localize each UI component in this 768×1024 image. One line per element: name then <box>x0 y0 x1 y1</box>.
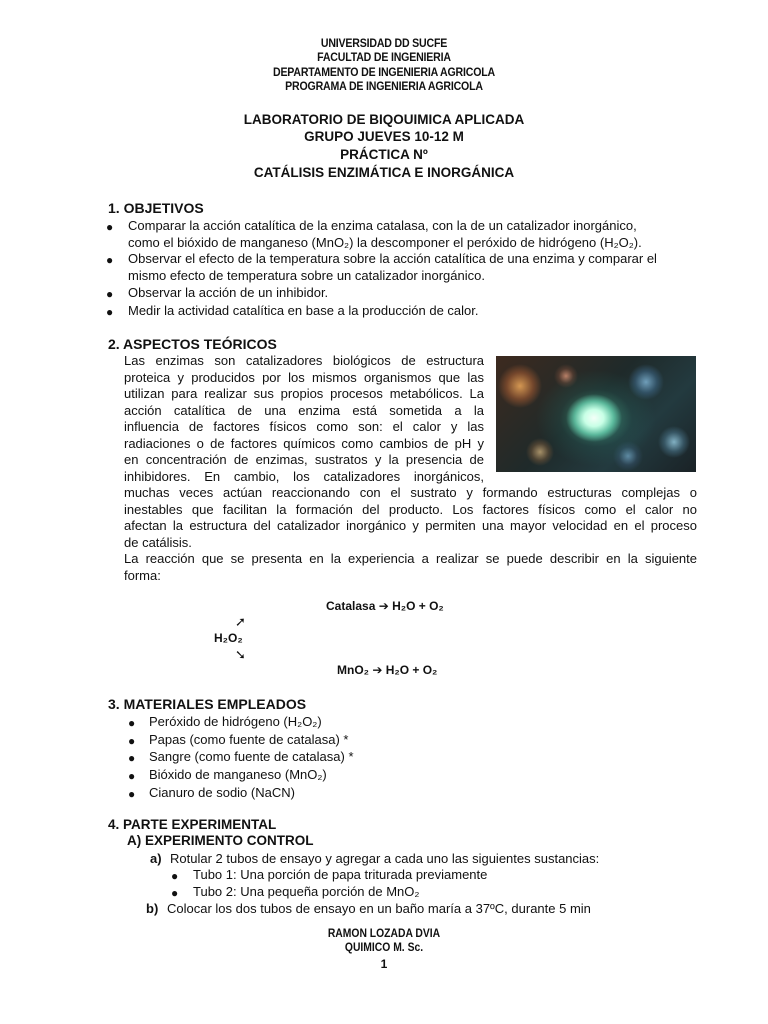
step-b-text: Colocar los dos tubos de ensayo en un baño maría a 37ºC, durante 5 min <box>167 901 591 916</box>
reaction-reactant: H₂O₂ <box>214 631 243 645</box>
material-item: Cianuro de sodio (NaCN) <box>149 785 295 800</box>
group-line: GRUPO JUEVES 10-12 M <box>304 129 464 144</box>
bullet-dot-icon: ● <box>128 769 136 783</box>
bullet-dot-icon: ● <box>128 751 136 765</box>
objective-item: Medir la actividad catalítica en base a la producción de calor. <box>128 303 479 318</box>
section-objetivos-heading: 1. OBJETIVOS <box>108 200 204 216</box>
arrow-up-right-icon: ➚ <box>235 614 246 629</box>
footer-degree: QUIMICO M. Sc. <box>344 942 424 954</box>
bullet-dot-icon: ● <box>106 253 114 267</box>
material-item: Peróxido de hidrógeno (H₂O₂) <box>149 714 322 729</box>
practice-title: CATÁLISIS ENZIMÁTICA E INORGÁNICA <box>253 165 515 180</box>
reaction-catalase: Catalasa ➔ H₂O + O₂ <box>326 599 444 613</box>
theory-paragraph-full: muchas veces actúan reaccionando con el sustrato y formando estructuras complejas o inestables que facilitan la formación del producto. Los factores físicos como el calor no afectan la estructura del catalizador inorgánico y permiten una mayor velocidad en el proceso de catálisis. La reacción que se presenta en la experiencia a realizar se puede describir en la siguiente forma: <box>124 485 697 583</box>
section-parte-heading: 4. PARTE EXPERIMENTAL <box>108 817 277 832</box>
bullet-dot-icon: ● <box>106 305 114 319</box>
step-a-label: a) <box>150 851 162 866</box>
enzyme-illustration-image <box>496 356 696 472</box>
footer-author: RAMON LOZADA DVIA <box>327 928 441 940</box>
subsection-control-heading: A) EXPERIMENTO CONTROL <box>127 833 314 848</box>
step-b-label: b) <box>146 901 159 916</box>
objective-item: Observar el efecto de la temperatura sobre la acción catalítica de una enzima y comparar el mismo efecto de temperatura sobre un catalizador inorgánico. <box>128 251 657 283</box>
theory-paragraph-wrapped: Las enzimas son catalizadores biológicos de estructura proteica y producidos por los mismos organismos que las utilizan para realizar sus propios procesos metabólicos. La acción catalítica de una enzima está sometida a la influencia de factores físicos como son: el calor y las radiaciones o de factores químicos como cambios de pH y en concentración de enzimas, sustratos y la presencia de inhibidores. En cambio, los catalizadores inorgánicos, <box>124 353 484 484</box>
objective-item: Observar la acción de un inhibidor. <box>128 285 329 300</box>
step-a-text: Rotular 2 tubos de ensayo y agregar a cada uno las siguientes sustancias: <box>170 851 600 866</box>
program-name: PROGRAMA DE INGENIERIA AGRICOLA <box>285 81 483 93</box>
bullet-dot-icon: ● <box>171 886 179 900</box>
arrow-down-right-icon: ➘ <box>235 647 246 662</box>
university-name: UNIVERSIDAD DD SUCFE <box>320 38 448 50</box>
material-item: Papas (como fuente de catalasa) * <box>149 732 349 747</box>
faculty-name: FACULTAD DE INGENIERIA <box>317 52 451 64</box>
department-name: DEPARTAMENTO DE INGENIERIA AGRICOLA <box>272 67 496 79</box>
bullet-dot-icon: ● <box>106 220 114 234</box>
bullet-dot-icon: ● <box>171 869 179 883</box>
bullet-dot-icon: ● <box>128 716 136 730</box>
practice-number: PRÁCTICA Nº <box>340 147 428 162</box>
tube-item: Tubo 1: Una porción de papa triturada previamente <box>193 867 488 882</box>
material-item: Sangre (como fuente de catalasa) * <box>149 749 354 764</box>
bullet-dot-icon: ● <box>106 287 114 301</box>
bullet-dot-icon: ● <box>128 734 136 748</box>
material-item: Bióxido de manganeso (MnO₂) <box>149 767 327 782</box>
page-number: 1 <box>380 957 388 971</box>
lab-title: LABORATORIO DE BIQOUIMICA APLICADA <box>243 112 525 127</box>
section-materiales-heading: 3. MATERIALES EMPLEADOS <box>108 696 307 712</box>
tube-item: Tubo 2: Una pequeña porción de MnO₂ <box>193 884 420 899</box>
bullet-dot-icon: ● <box>128 787 136 801</box>
section-aspectos-heading: 2. ASPECTOS TEÓRICOS <box>108 336 277 352</box>
reaction-mno2: MnO₂ ➔ H₂O + O₂ <box>337 663 438 677</box>
objective-item: Comparar la acción catalítica de la enzima catalasa, con la de un catalizador inorgánico, como el bióxido de manganeso (MnO₂) la descomponer el peróxido de hidrógeno (H₂O₂). <box>128 218 642 250</box>
